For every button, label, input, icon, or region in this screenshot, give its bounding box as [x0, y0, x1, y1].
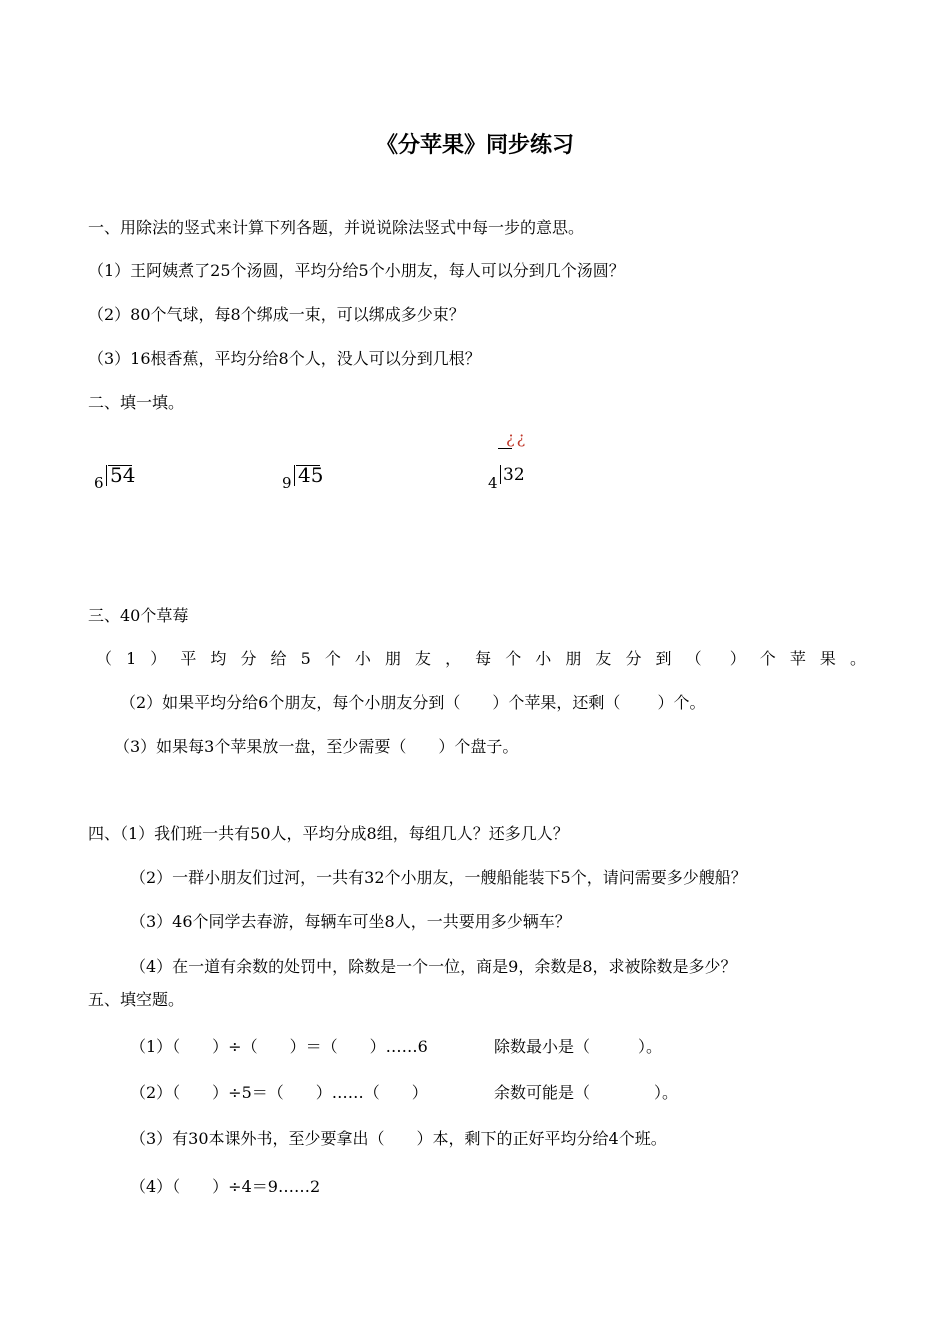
- section1-item-3: （3）16根香蕉，平均分给8个人，没人可以分到几根？: [88, 349, 481, 368]
- char: ，: [445, 649, 462, 668]
- char: 个: [759, 649, 776, 668]
- char: 果: [819, 649, 836, 668]
- char: 小: [354, 649, 371, 668]
- char: 小: [535, 649, 552, 668]
- char: 均: [210, 649, 227, 668]
- char: 。: [849, 649, 866, 668]
- section5-item-4: （4）（ ）÷4＝9……2: [130, 1177, 321, 1196]
- char: （: [96, 649, 113, 668]
- char: 平: [180, 649, 197, 668]
- char: 朋: [565, 649, 582, 668]
- section1-item-1: （1）王阿姨煮了25个汤圆，平均分给5个小朋友，每人可以分到几个汤圆？: [88, 261, 625, 280]
- section3-item-2: （2）如果平均分给6个朋友，每个小朋友分到（ ）个苹果，还剩（ ）个。: [120, 693, 706, 712]
- char: ）: [729, 649, 746, 668]
- red-mark: ¿¿: [506, 428, 528, 447]
- dividend: 32: [503, 465, 525, 485]
- section4-item-4: （4）在一道有余数的处罚中，除数是一个一位，商是9，余数是8，求被除数是多少？: [130, 957, 737, 976]
- char: 分: [240, 649, 257, 668]
- division-bracket: [294, 465, 295, 486]
- char: 分: [625, 649, 642, 668]
- char: （: [685, 649, 702, 668]
- char: 每: [475, 649, 492, 668]
- char: 友: [595, 649, 612, 668]
- dividend: 54: [110, 463, 136, 487]
- section5-item-1: （1）（ ）÷（ ）＝（ ）……6: [130, 1037, 428, 1056]
- dividend: 45: [298, 463, 324, 487]
- section3-item-1: [96, 649, 866, 669]
- section5-item-2-note: 余数可能是（ ）。: [494, 1083, 679, 1102]
- char: 个: [324, 649, 341, 668]
- section3-heading: 三、40个草莓: [88, 606, 189, 625]
- char: 1: [126, 649, 137, 668]
- char: 苹: [789, 649, 806, 668]
- divisor: 6: [94, 474, 104, 492]
- char: 个: [505, 649, 522, 668]
- section5-item-2: （2）（ ）÷5＝（ ）……（ ）: [130, 1083, 428, 1102]
- char: ）: [150, 649, 167, 668]
- section5-item-3: （3）有30本课外书，至少要拿出（ ）本，剩下的正好平均分给4个班。: [130, 1129, 667, 1148]
- char: 朋: [384, 649, 401, 668]
- section4-item-2: （2）一群小朋友们过河，一共有32个小朋友，一艘船能装下5个，请问需要多少艘船？: [130, 868, 747, 887]
- page-title: 《分苹果》同步练习: [375, 133, 574, 158]
- section2-heading: 二、填一填。: [88, 393, 185, 412]
- section5-item-1-note: 除数最小是（ ）。: [494, 1037, 663, 1056]
- divisor: 4: [488, 474, 498, 492]
- char: 到: [655, 649, 672, 668]
- char: 友: [415, 649, 432, 668]
- section3-item-3: （3）如果每3个苹果放一盘，至少需要（ ）个盘子。: [114, 737, 519, 756]
- section1-item-2: （2）80个气球，每8个绑成一束，可以绑成多少束？: [88, 305, 465, 324]
- char: 5: [300, 649, 311, 668]
- divisor: 9: [282, 474, 292, 492]
- char: 给: [270, 649, 287, 668]
- division-bracket: [500, 465, 501, 484]
- section5-heading: 五、填空题。: [88, 990, 185, 1009]
- section1-heading: 一、用除法的竖式来计算下列各题，并说说除法竖式中每一步的意思。: [88, 218, 585, 237]
- section4-item-1: 四、（1）我们班一共有50人，平均分成8组，每组几人？还多几人？: [88, 824, 569, 843]
- quotient-line: [498, 448, 512, 449]
- division-bracket: [106, 465, 107, 486]
- section4-item-3: （3）46个同学去春游，每辆车可坐8人，一共要用多少辆车？: [130, 912, 571, 931]
